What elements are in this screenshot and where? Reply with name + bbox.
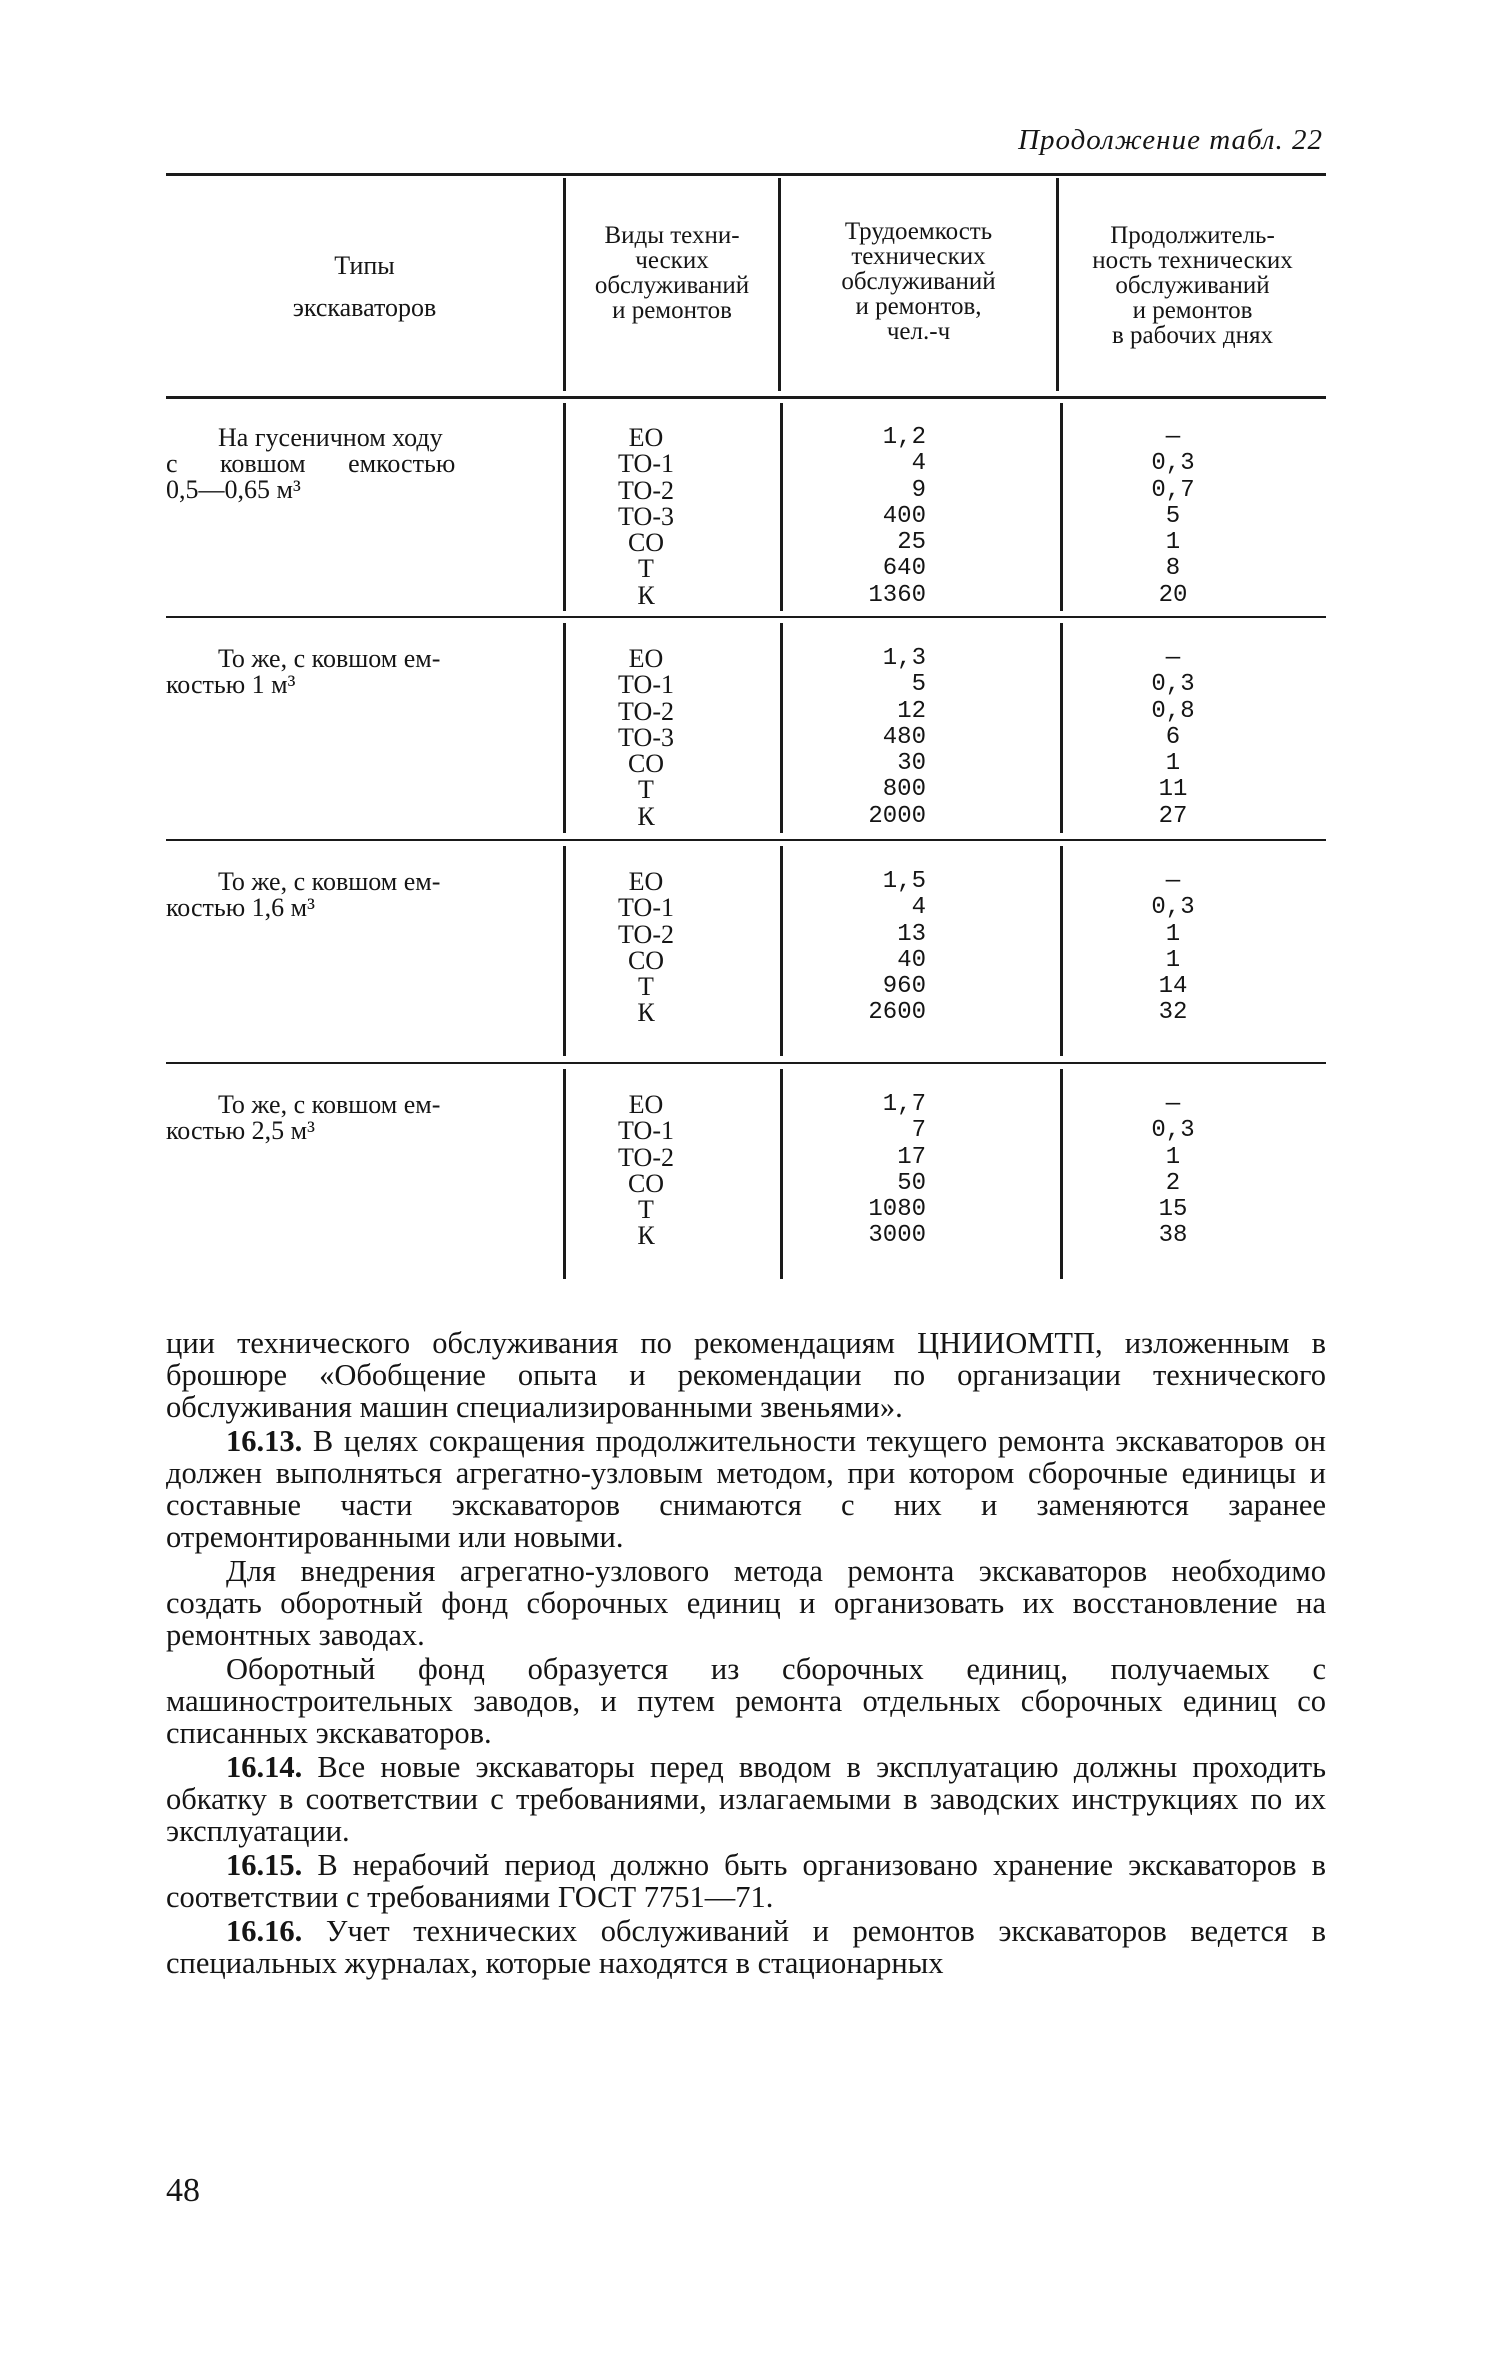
kind-value: К bbox=[637, 801, 655, 831]
days-value: 6 bbox=[1165, 723, 1181, 751]
kind-value: ЕО bbox=[628, 644, 664, 673]
kind-value: ТО-1 bbox=[618, 893, 674, 923]
days-value: 2 bbox=[1165, 1169, 1181, 1197]
days-value: — bbox=[1165, 424, 1181, 451]
type-line: То же, с ковшом ем- bbox=[218, 867, 441, 896]
kind-value: ТО-2 bbox=[618, 696, 674, 726]
labor-value: 1360 bbox=[868, 581, 926, 609]
header-duration-days bbox=[1059, 223, 1326, 348]
labor-value: 25 bbox=[897, 529, 926, 557]
header-text: Виды техни- bbox=[604, 222, 740, 249]
row-separator bbox=[166, 839, 1326, 841]
header-text: чел.-ч bbox=[886, 318, 951, 345]
paragraph-text: В целях сокращения продолжительности текущего ремонта экскаваторов он должен выполняться агрегатно-узловым методом, при котором сборочные единицы и составные части экскаваторов снимаются с них и заменяются заранее отремонтированными или новыми. bbox=[166, 1424, 1326, 1554]
labor-value: 1,7 bbox=[882, 1091, 926, 1118]
column-divider bbox=[563, 623, 566, 833]
labor-value: 13 bbox=[897, 920, 926, 948]
column-divider bbox=[1060, 403, 1063, 611]
days-value: — bbox=[1165, 645, 1181, 672]
kind-value: ТО-2 bbox=[618, 475, 674, 505]
duration-days-cell bbox=[1128, 869, 1218, 1027]
table-continuation-caption: Продолжение табл. 22 bbox=[1018, 124, 1323, 156]
days-value: 11 bbox=[1158, 776, 1188, 804]
days-value: 1 bbox=[1165, 920, 1181, 948]
kind-value: К bbox=[637, 1221, 655, 1251]
labor-value: 1080 bbox=[868, 1196, 926, 1224]
days-value: 32 bbox=[1158, 999, 1188, 1027]
kind-value: Т bbox=[638, 972, 654, 1002]
header-text: Трудоемкость bbox=[844, 218, 993, 245]
type-line: костью 2,5 м³ bbox=[166, 1116, 315, 1145]
days-value: 0,8 bbox=[1151, 697, 1195, 725]
header-text: ность технических bbox=[1092, 247, 1293, 274]
kind-value: К bbox=[637, 580, 655, 610]
days-value: 1 bbox=[1165, 1143, 1181, 1171]
header-bottom-rule bbox=[166, 396, 1326, 399]
section-number: 16.13. bbox=[226, 1424, 303, 1458]
days-value: 0,3 bbox=[1151, 450, 1195, 478]
section-number: 16.16. bbox=[226, 1914, 303, 1948]
days-value: 14 bbox=[1158, 973, 1188, 1001]
days-value: 0,3 bbox=[1151, 671, 1195, 699]
maintenance-kinds-cell bbox=[606, 1092, 686, 1250]
kind-value: ТО-1 bbox=[618, 670, 674, 700]
kind-value: ТО-3 bbox=[618, 501, 674, 531]
paragraph-text: Оборотный фонд образуется из сборочных единиц, получаемых с машиностроительных заводов, и путем ремонта отдельных сборочных единиц со списанных экскаваторов. bbox=[166, 1652, 1326, 1750]
paragraph bbox=[166, 1915, 1326, 1979]
header-text: ческих bbox=[635, 247, 709, 274]
header-text: Типы bbox=[334, 251, 395, 280]
section-number: 16.14. bbox=[226, 1750, 303, 1784]
kind-value: ЕО bbox=[628, 423, 664, 452]
type-line: То же, с ковшом ем- bbox=[218, 644, 441, 673]
days-value: 5 bbox=[1165, 502, 1181, 530]
header-text: и ремонтов bbox=[612, 297, 732, 324]
days-value: 27 bbox=[1158, 802, 1188, 830]
paragraph bbox=[166, 1653, 1326, 1749]
kind-value: СО bbox=[627, 1168, 665, 1198]
labor-value: 3000 bbox=[868, 1222, 926, 1250]
labor-value: 1,5 bbox=[882, 868, 926, 895]
days-value: 38 bbox=[1158, 1222, 1188, 1250]
page-number: 48 bbox=[166, 2172, 200, 2209]
labor-value: 800 bbox=[882, 776, 926, 804]
header-labor-intensity bbox=[781, 219, 1056, 344]
kind-value: ТО-3 bbox=[618, 722, 674, 752]
excavator-type-cell bbox=[166, 869, 540, 921]
type-line: костью 1 м³ bbox=[166, 670, 296, 699]
days-value: 1 bbox=[1165, 946, 1181, 974]
row-separator bbox=[166, 1062, 1326, 1064]
header-text: технических bbox=[851, 243, 986, 270]
type-line: На гусеничном ходу bbox=[218, 423, 443, 452]
paragraph bbox=[166, 1849, 1326, 1913]
column-divider bbox=[780, 1069, 783, 1279]
days-value: 0,3 bbox=[1151, 1117, 1195, 1145]
kind-value: Т bbox=[638, 554, 654, 584]
days-value: 20 bbox=[1158, 581, 1188, 609]
labor-intensity-cell bbox=[866, 1092, 926, 1250]
labor-value: 4 bbox=[911, 894, 926, 922]
labor-value: 2600 bbox=[868, 999, 926, 1027]
header-excavator-types bbox=[166, 245, 563, 329]
labor-intensity-cell bbox=[866, 869, 926, 1027]
table-top-rule bbox=[166, 173, 1326, 176]
kind-value: СО bbox=[627, 749, 665, 779]
kind-value: ТО-1 bbox=[618, 449, 674, 479]
type-line: костью 1,6 м³ bbox=[166, 893, 315, 922]
column-divider bbox=[563, 846, 566, 1056]
type-line: с ковшом емкостью bbox=[166, 449, 456, 478]
paragraph bbox=[166, 1425, 1326, 1553]
kind-value: ЕО bbox=[628, 867, 664, 896]
paragraph-text: ции технического обслуживания по рекомендациям ЦНИИОМТП, изложенным в брошюре «Обобщение опыта и рекомендации по организации технического обслуживания машин специализированными звеньями». bbox=[166, 1326, 1326, 1424]
days-value: — bbox=[1165, 868, 1181, 895]
duration-days-cell bbox=[1128, 1092, 1218, 1250]
header-text: обслуживаний bbox=[594, 272, 750, 299]
kind-value: К bbox=[637, 998, 655, 1028]
kind-value: Т bbox=[638, 1195, 654, 1225]
maintenance-table bbox=[166, 173, 1326, 1281]
kind-value: СО bbox=[627, 528, 665, 558]
header-text: в рабочих днях bbox=[1111, 322, 1274, 349]
header-text: экскаваторов bbox=[292, 293, 437, 322]
labor-value: 640 bbox=[882, 555, 926, 583]
days-value: 1 bbox=[1165, 529, 1181, 557]
row-separator bbox=[166, 616, 1326, 618]
paragraph bbox=[166, 1327, 1326, 1423]
header-text: обслуживаний bbox=[841, 268, 996, 295]
maintenance-kinds-cell bbox=[606, 869, 686, 1027]
labor-value: 480 bbox=[882, 723, 926, 751]
kind-value: Т bbox=[638, 775, 654, 805]
days-value: 0,7 bbox=[1151, 476, 1195, 504]
column-divider bbox=[563, 1069, 566, 1279]
header-text: и ремонтов bbox=[1132, 297, 1253, 324]
column-divider bbox=[563, 403, 566, 611]
kind-value: СО bbox=[627, 945, 665, 975]
paragraph-text: Для внедрения агрегатно-узлового метода ремонта экскаваторов необходимо создать оборотный фонд сборочных единиц и организовать их восстановление на ремонтных заводах. bbox=[166, 1554, 1326, 1652]
labor-value: 1,2 bbox=[882, 424, 926, 451]
paragraph bbox=[166, 1751, 1326, 1847]
labor-value: 7 bbox=[911, 1117, 926, 1145]
kind-value: ТО-1 bbox=[618, 1116, 674, 1146]
excavator-type-cell bbox=[166, 425, 540, 503]
labor-intensity-cell bbox=[866, 646, 926, 830]
paragraph bbox=[166, 1555, 1326, 1651]
labor-value: 2000 bbox=[868, 802, 926, 830]
maintenance-kinds-cell bbox=[606, 646, 686, 830]
column-divider bbox=[1060, 1069, 1063, 1279]
header-text: Продолжитель- bbox=[1110, 222, 1275, 249]
paragraph-text: Все новые экскаваторы перед вводом в эксплуатацию должны проходить обкатку в соответствии с требованиями, излагаемыми в заводских инструкциях по их эксплуатации. bbox=[166, 1750, 1326, 1848]
kind-value: ЕО bbox=[628, 1090, 664, 1119]
duration-days-cell bbox=[1128, 425, 1218, 609]
labor-value: 17 bbox=[897, 1143, 926, 1171]
section-number: 16.15. bbox=[226, 1848, 303, 1882]
days-value: 8 bbox=[1165, 555, 1181, 583]
days-value: — bbox=[1165, 1091, 1181, 1118]
header-text: и ремонтов, bbox=[855, 293, 982, 320]
days-value: 1 bbox=[1165, 750, 1181, 778]
column-divider bbox=[1060, 846, 1063, 1056]
column-divider bbox=[780, 623, 783, 833]
type-line: То же, с ковшом ем- bbox=[218, 1090, 441, 1119]
labor-value: 9 bbox=[911, 476, 926, 504]
excavator-type-cell bbox=[166, 646, 540, 698]
type-line: 0,5—0,65 м³ bbox=[166, 475, 301, 504]
labor-value: 4 bbox=[911, 450, 926, 478]
labor-value: 12 bbox=[897, 697, 926, 725]
labor-value: 400 bbox=[882, 502, 926, 530]
column-divider bbox=[780, 403, 783, 611]
labor-value: 1,3 bbox=[882, 645, 926, 672]
labor-value: 30 bbox=[897, 750, 926, 778]
paragraph-text: Учет технических обслуживаний и ремонтов экскаваторов ведется в специальных журналах, которые находятся в стационарных bbox=[166, 1914, 1327, 1980]
column-divider bbox=[1060, 623, 1063, 833]
labor-value: 5 bbox=[911, 671, 926, 699]
header-maintenance-kinds bbox=[566, 223, 778, 323]
excavator-type-cell bbox=[166, 1092, 540, 1144]
kind-value: ТО-2 bbox=[618, 919, 674, 949]
labor-intensity-cell bbox=[866, 425, 926, 609]
labor-value: 50 bbox=[897, 1169, 926, 1197]
labor-value: 960 bbox=[882, 973, 926, 1001]
header-text: обслуживаний bbox=[1115, 272, 1270, 299]
body-text bbox=[166, 1327, 1326, 1981]
duration-days-cell bbox=[1128, 646, 1218, 830]
paragraph-text: В нерабочий период должно быть организовано хранение экскаваторов в соответствии с требованиями ГОСТ 7751—71. bbox=[166, 1848, 1326, 1914]
days-value: 0,3 bbox=[1151, 894, 1195, 922]
days-value: 15 bbox=[1158, 1196, 1188, 1224]
kind-value: ТО-2 bbox=[618, 1142, 674, 1172]
maintenance-kinds-cell bbox=[606, 425, 686, 609]
column-divider bbox=[780, 846, 783, 1056]
labor-value: 40 bbox=[897, 946, 926, 974]
